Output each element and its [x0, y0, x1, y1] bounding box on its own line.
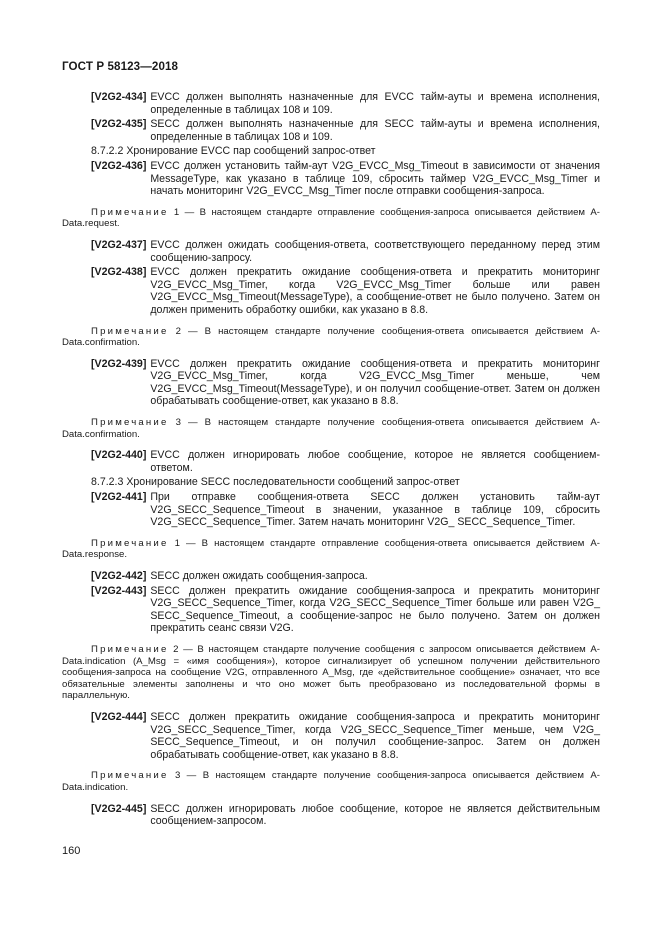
note-text: 2 — В настоящем стандарте получение сообщения-ответа описывается действием A-Data.confirmation. — [62, 325, 600, 349]
note-text: 3 — В настоящем стандарте получение сообщения-запроса описывается действием A-Data.indication. — [62, 770, 600, 793]
requirement-text: SECC должен игнорировать любое сообщение, которое не является действительным сообщением-запросом. — [150, 802, 600, 828]
requirement-item — [91, 449, 600, 474]
requirement-item — [91, 585, 600, 635]
requirement-item — [91, 91, 600, 116]
requirement-text: SECC должен прекратить ожидание сообщения-запроса и прекратить мониторинг V2G_SECC_Sequence_Timer, когда V2G_SECC_Sequence_Timer больше или равен V2G_ SECC_Sequence_Timeout, а сообщение-запрос не было получено. Затем он должен прекратить сеанс связи V2G. — [150, 584, 600, 635]
note-label: Примечание — [91, 643, 169, 655]
note-text: 1 — В настоящем стандарте отправление сообщения-ответа описывается действием A-Data.response. — [62, 537, 600, 561]
note — [62, 326, 600, 349]
note — [62, 644, 600, 702]
requirement-item — [91, 118, 600, 143]
requirement-id: [V2G2-438] — [91, 266, 147, 279]
section-heading: 8.7.2.3 Хронирование SECC последовательности сообщений запрос-ответ — [91, 476, 460, 489]
requirement-item — [91, 160, 600, 198]
requirement-text: SECC должен ожидать сообщения-запроса. — [150, 570, 368, 582]
requirement-text: EVCC должен прекратить ожидание сообщения-ответа и прекратить мониторинг V2G_EVCC_Msg_Timer, когда V2G_EVCC_Msg_Timer меньше, чем V2G_EVCC_Msg_Timeout(MessageType), и он получил сообщение-ответ. Затем он должен обрабатывать сообщение-ответ, как указано в 8.8. — [150, 357, 600, 408]
requirement-item — [91, 266, 600, 316]
requirement-text: EVCC должен игнорировать любое сообщение, которое не является сообщением-ответом. — [150, 449, 600, 474]
section-heading: 8.7.2.2 Хронирование EVCC пар сообщений запрос-ответ — [91, 145, 376, 158]
note-label: Примечание — [91, 537, 169, 549]
requirement-item — [91, 803, 600, 828]
document-body — [62, 91, 600, 830]
requirement-item — [91, 239, 600, 264]
requirement-item — [91, 711, 600, 761]
note-label: Примечание — [91, 417, 169, 429]
page-number: 160 — [62, 845, 81, 857]
note — [62, 417, 600, 440]
requirement-text: EVCC должен ожидать сообщения-ответа, соответствующего переданному перед этим сообщению-запросу. — [150, 238, 600, 264]
document-header: ГОСТ Р 58123—2018 — [62, 60, 179, 73]
requirement-id: [V2G2-435] — [91, 118, 147, 131]
requirement-item — [91, 491, 600, 529]
requirement-text: SECC должен выполнять назначенные для SECC тайм-ауты и времена исполнения, определенные в таблицах 108 и 109. — [150, 118, 600, 143]
requirement-id: [V2G2-434] — [91, 91, 147, 103]
note-text: 2 — В настоящем стандарте получение сообщения с запросом описывается действием A-Data.indication (A_Msg = «имя сообщения»), которое сигнализирует об успешном получении действительного сообщения-запроса на сообщение V2G, отправленного A_Msg, где «действительное сообщение» означает, что все обязательные элементы заполнены и что оно может быть преобразовано из последовательной формы в параллельную. — [62, 643, 600, 702]
requirement-text: SECC должен прекратить ожидание сообщения-запроса и прекратить мониторинг V2G_SECC_Sequence_Timer, когда V2G_SECC_Sequence_Timer меньше, чем V2G_ SECC_Sequence_Timeout, и он получил сообщение-запрос. Затем он должен обрабатывать сообщение-ответ, как указано в 8.8. — [150, 710, 600, 761]
requirement-text: При отправке сообщения-ответа SECC должен установить тайм-аут V2G_SECC_Sequence_Timeout в значении, указанное в таблице 109, сбросить V2G_SECC_Sequence_Timer. Затем начать мониторинг V2G_ SECC_Sequence_Timer. — [150, 491, 600, 529]
requirement-id: [V2G2-436] — [91, 159, 147, 172]
requirement-id: [V2G2-437] — [91, 238, 147, 251]
requirement-text: EVCC должен прекратить ожидание сообщения-ответа и прекратить мониторинг V2G_EVCC_Msg_Timer, когда V2G_EVCC_Msg_Timer больше или равен V2G_EVCC_Msg_Timeout(MessageType), а сообщение-ответ не было получено. Затем он должен применить обработку ошибки, как указано в 8.8. — [150, 266, 600, 316]
note-label: Примечание — [91, 770, 169, 782]
requirement-id: [V2G2-445] — [91, 802, 147, 815]
requirement-text: EVCC должен установить тайм-аут V2G_EVCC_Msg_Timeout в зависимости от значения MessageType, как указано в таблице 109, сбросить таймер V2G_EVCC_Msg_Timer и начать мониторинг V2G_EVCC_Msg_Timer после отправки сообщения-запроса. — [150, 159, 600, 198]
note — [62, 538, 600, 561]
note-label: Примечание — [91, 206, 169, 218]
note — [62, 207, 600, 230]
note-label: Примечание — [91, 325, 169, 337]
note — [62, 770, 600, 793]
requirement-item — [91, 358, 600, 408]
requirement-id: [V2G2-444] — [91, 710, 147, 723]
requirement-text: EVCC должен выполнять назначенные для EVCC тайм-ауты и времена исполнения, определенные в таблицах 108 и 109. — [150, 91, 600, 116]
note-text: 3 — В настоящем стандарте получение сообщения-ответа описывается действием A-Data.confirmation. — [62, 417, 600, 440]
requirement-id: [V2G2-439] — [91, 357, 147, 370]
requirement-id: [V2G2-442] — [91, 570, 147, 582]
requirement-item — [91, 570, 600, 583]
requirement-id: [V2G2-440] — [91, 449, 147, 462]
note-text: 1 — В настоящем стандарте отправление сообщения-запроса описывается действием A-Data.request. — [62, 206, 600, 230]
requirement-id: [V2G2-443] — [91, 584, 147, 597]
requirement-id: [V2G2-441] — [91, 491, 147, 504]
